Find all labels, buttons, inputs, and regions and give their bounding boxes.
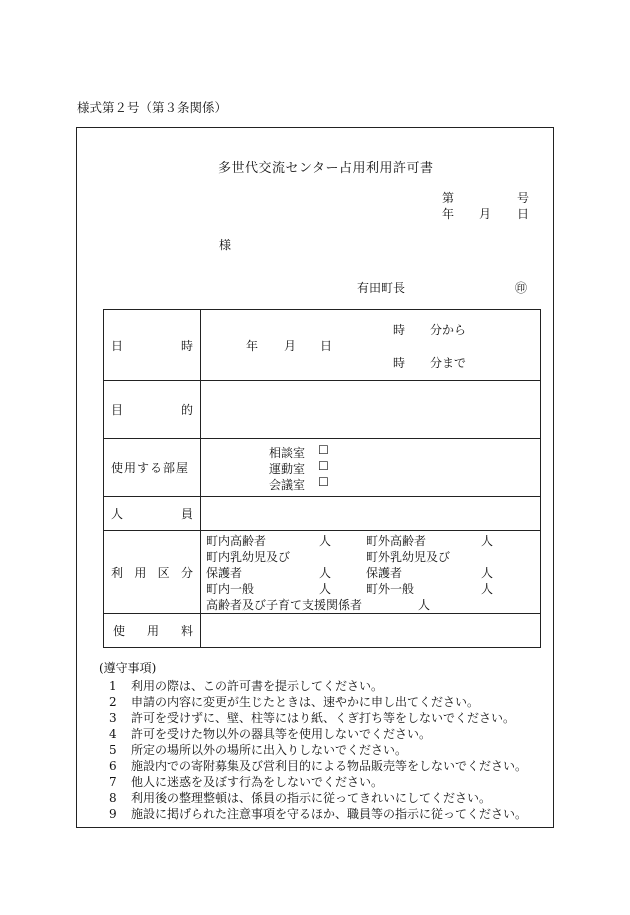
datetime-year: 年: [246, 339, 259, 353]
list-item: 1 利用の際は、この許可書を提示してください。: [109, 679, 384, 693]
datetime-month: 月: [284, 339, 297, 353]
document-title: 多世代交流センター占用利用許可書: [218, 161, 434, 176]
category-unit: 人: [481, 534, 494, 548]
list-item: 6 施設内での寄附募集及び営利目的による物品販売等をしないでください。: [109, 759, 528, 773]
category-unit: 人: [481, 582, 494, 596]
issue-date-month: 月: [479, 207, 492, 221]
persons-row: [104, 497, 541, 531]
persons-field[interactable]: [201, 497, 541, 531]
datetime-row: [104, 310, 541, 381]
category-out-town-infant: 町外乳幼児及び: [366, 550, 451, 564]
form-code: 様式第２号（第３条関係）: [77, 100, 228, 115]
issue-date-year: 年: [442, 207, 455, 221]
fee-label: 使 用 料: [113, 624, 193, 638]
category-out-town-guardian: 保護者: [366, 566, 403, 580]
room-checkbox-meeting[interactable]: ☐: [318, 475, 329, 489]
room-option-meeting: 会議室: [269, 478, 306, 492]
category-in-town-infant: 町内乳幼児及び: [206, 550, 291, 564]
permit-table: [103, 309, 541, 648]
room-option-exercise: 運動室: [269, 462, 306, 476]
category-out-town-general: 町外一般: [366, 582, 415, 596]
list-item: 2 申請の内容に変更が生じたときは、速やかに申し出てください。: [109, 695, 480, 709]
fee-row: [104, 614, 541, 648]
category-support: 高齢者及び子育て支援関係者: [206, 598, 363, 612]
rooms-field: [201, 439, 541, 497]
category-unit: 人: [319, 534, 332, 548]
category-label: 利 用 区 分: [111, 565, 193, 580]
category-unit: 人: [319, 566, 332, 580]
category-in-town-general: 町内一般: [206, 582, 255, 596]
category-unit: 人: [319, 582, 332, 596]
category-field: [201, 531, 541, 614]
list-item: 9 施設に掲げられた注意事項を守るほか、職員等の指示に従ってください。: [109, 807, 528, 821]
datetime-end-hour: 時: [393, 356, 406, 370]
category-in-town-guardian: 保護者: [206, 566, 243, 580]
number-prefix: 第: [442, 191, 455, 205]
rooms-row: [104, 439, 541, 497]
number-suffix: 号: [517, 191, 530, 205]
issue-date-day: 日: [517, 207, 530, 221]
category-out-town-elderly: 町外高齢者: [366, 534, 427, 548]
room-checkbox-exercise[interactable]: ☐: [318, 459, 329, 473]
datetime-field[interactable]: [201, 310, 541, 381]
datetime-start-hour: 時: [393, 323, 406, 337]
purpose-label: 目 的: [111, 403, 193, 417]
category-unit: 人: [418, 598, 431, 612]
list-item: 4 許可を受けた物以外の器具等を使用しないでください。: [109, 727, 432, 741]
category-unit: 人: [481, 566, 494, 580]
issuer-name: 有田町長: [357, 281, 406, 295]
list-item: 8 利用後の整理整頓は、係員の指示に従ってきれいにしてください。: [109, 791, 492, 805]
rooms-label: 使用する部屋: [111, 461, 190, 475]
list-item: 5 所定の場所以外の場所に出入りしないでください。: [109, 743, 408, 757]
category-row: [104, 531, 541, 614]
list-item: 7 他人に迷惑を及ぼす行為をしないでください。: [109, 775, 384, 789]
addressee-suffix: 様: [219, 238, 232, 252]
purpose-row: [104, 381, 541, 439]
room-option-consultation: 相談室: [269, 446, 306, 460]
datetime-label: 日 時: [111, 338, 193, 353]
seal-mark: ㊞: [515, 281, 528, 295]
notes-heading: (遵守事項): [99, 661, 157, 675]
datetime-start-minute: 分から: [430, 323, 467, 337]
datetime-end-minute: 分まで: [430, 356, 467, 370]
room-checkbox-consultation[interactable]: ☐: [318, 443, 329, 457]
purpose-field[interactable]: [201, 381, 541, 439]
fee-field[interactable]: [201, 614, 541, 648]
category-in-town-elderly: 町内高齢者: [206, 534, 267, 548]
persons-label: 人 員: [111, 507, 193, 521]
list-item: 3 許可を受けずに、壁、柱等にはり紙、くぎ打ち等をしないでください。: [109, 711, 516, 725]
datetime-day: 日: [320, 339, 333, 353]
